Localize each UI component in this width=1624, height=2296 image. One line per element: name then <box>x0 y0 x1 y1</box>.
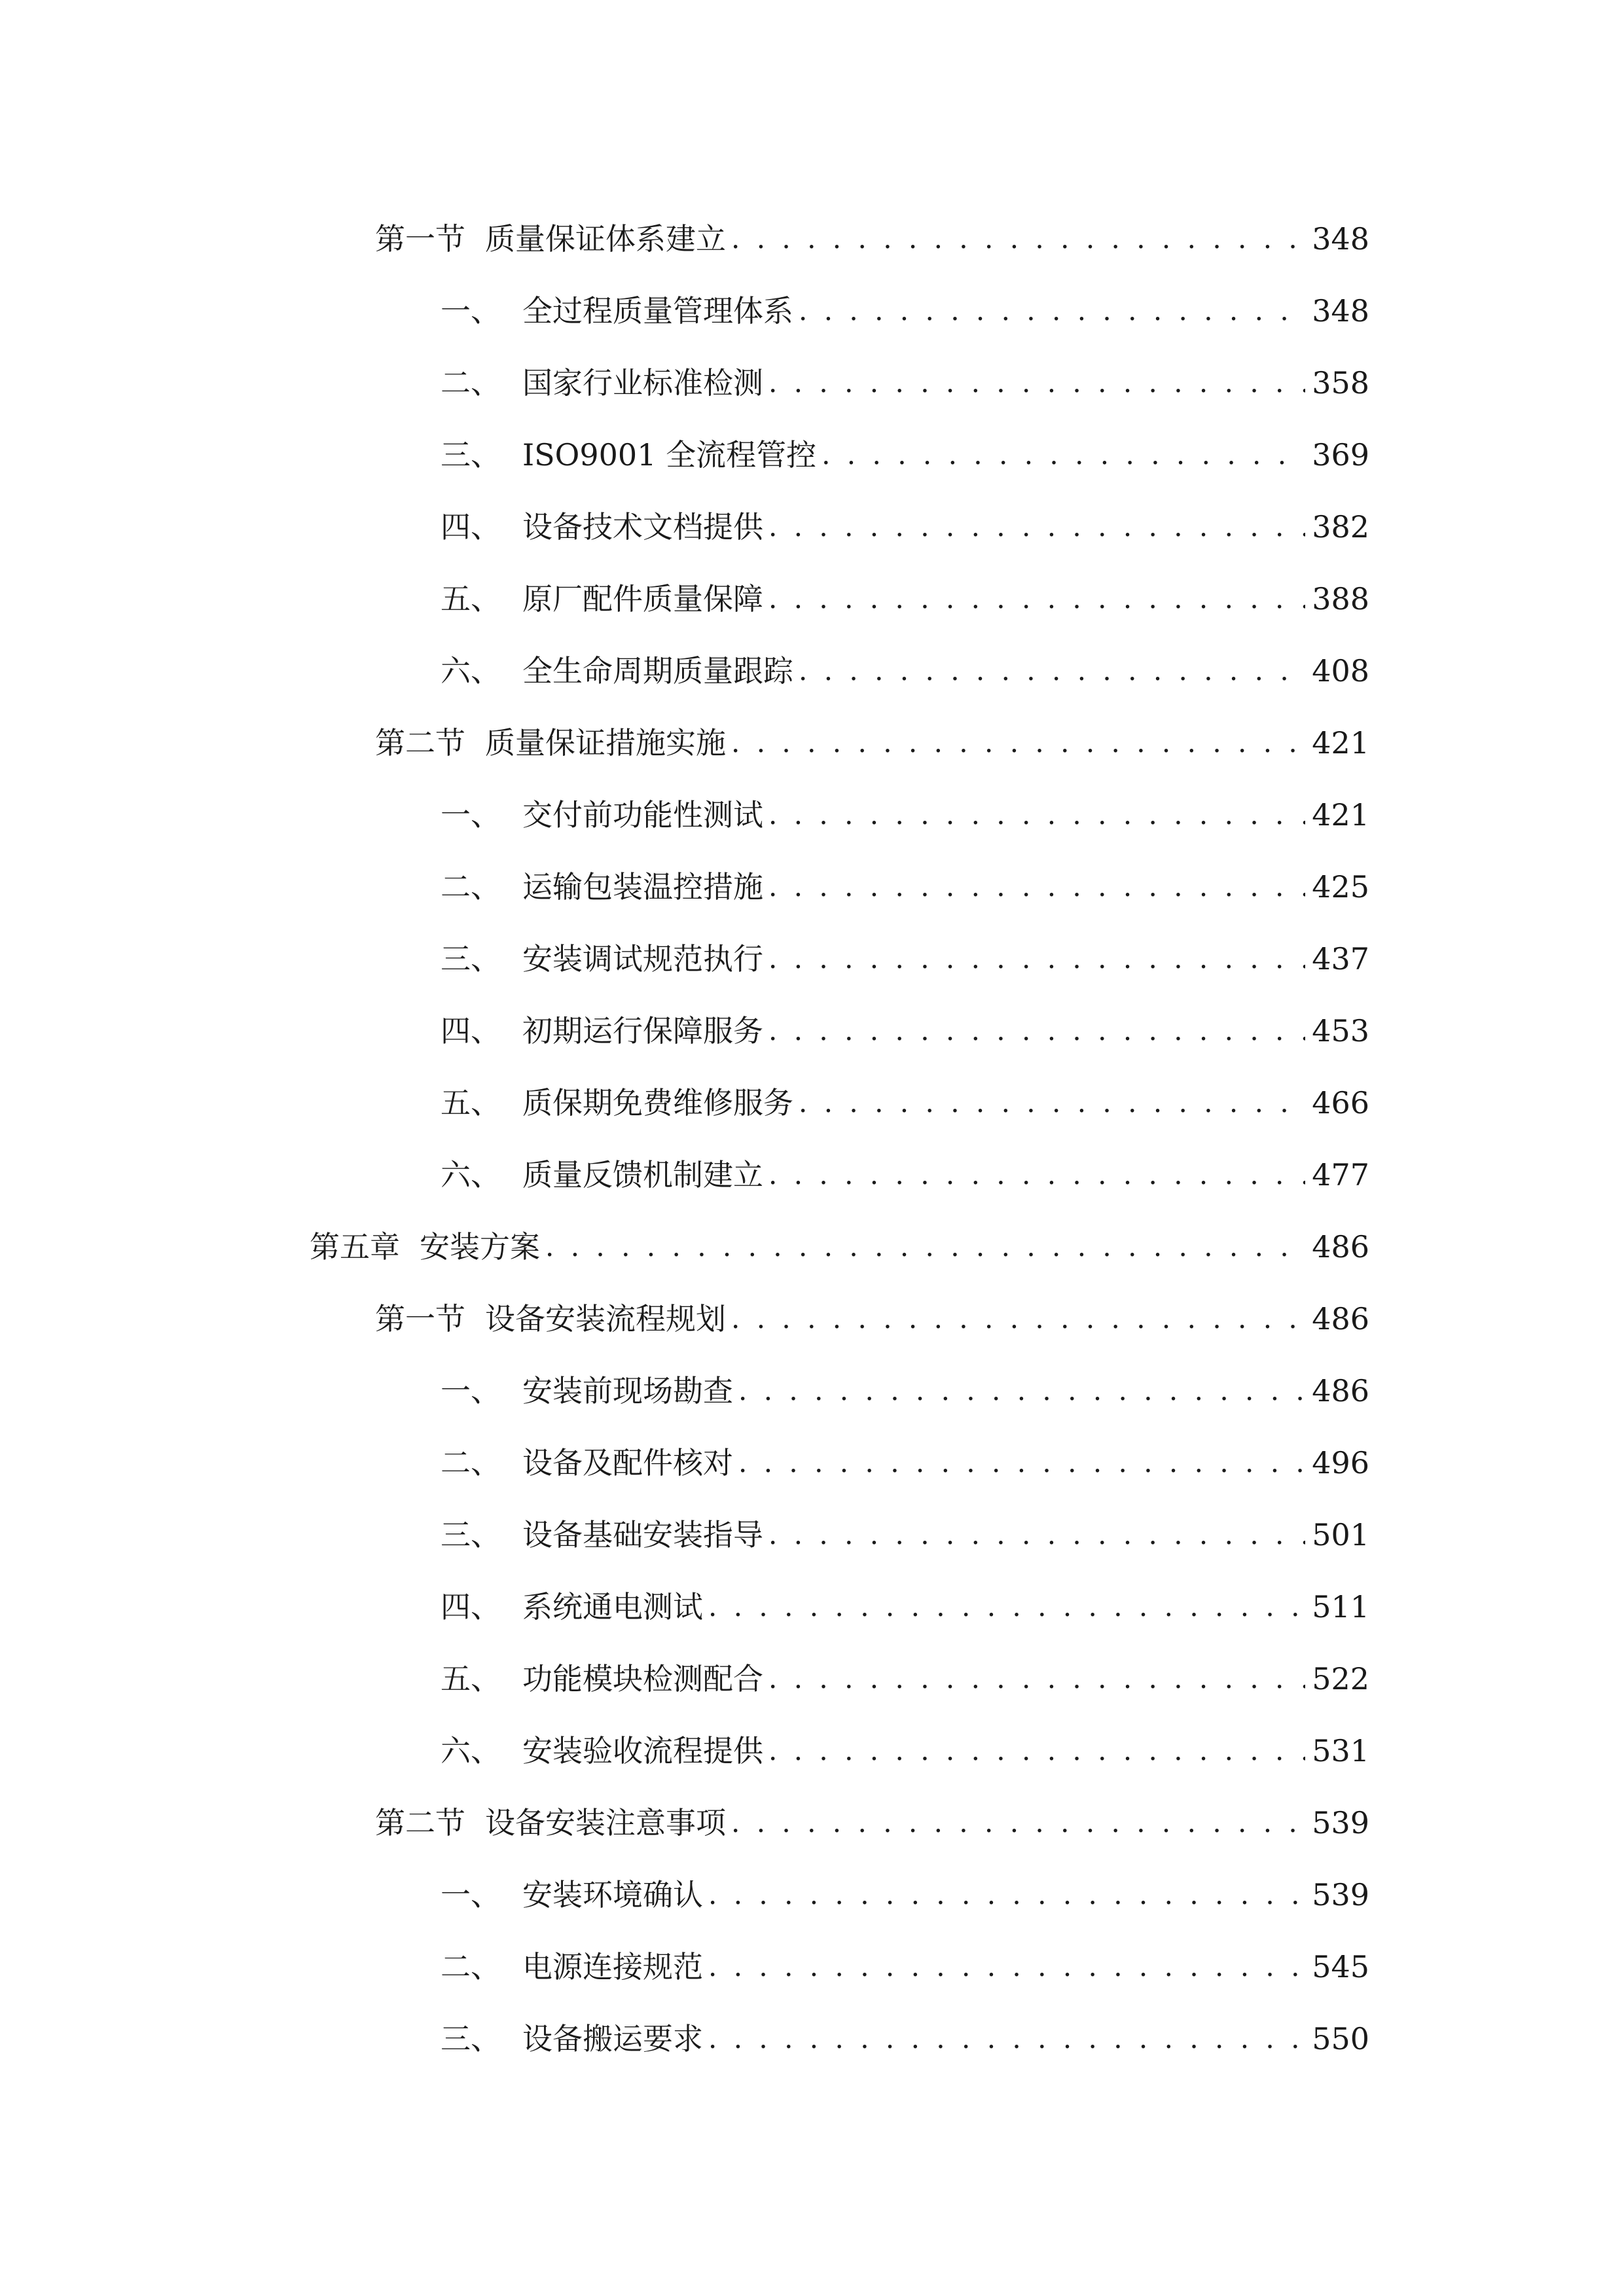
toc-entry[interactable] <box>0 1715 1624 1787</box>
toc-entry-page: 545 <box>1312 1949 1369 1984</box>
toc-entry-page: 348 <box>1312 293 1369 329</box>
toc-entry-number: 第一节 <box>375 1301 465 1336</box>
toc-entry[interactable] <box>0 1427 1624 1499</box>
toc-entry-number: 第一节 <box>375 221 465 257</box>
dot-leader <box>768 363 1305 403</box>
toc-entry-page: 437 <box>1312 941 1369 977</box>
toc-entry-title: 交付前功能性测试 <box>522 797 763 833</box>
toc-entry-page: 466 <box>1312 1085 1369 1121</box>
toc-entry[interactable] <box>0 995 1624 1067</box>
dot-leader <box>731 219 1305 259</box>
toc-entry-page: 421 <box>1312 725 1369 761</box>
toc-entry-number: 第五章 <box>310 1229 400 1265</box>
toc-entry-page: 477 <box>1312 1157 1369 1193</box>
toc-entry-title: 设备搬运要求 <box>522 2021 703 2056</box>
toc-entry[interactable] <box>0 1067 1624 1139</box>
dot-leader <box>545 1227 1305 1266</box>
dot-leader <box>738 1443 1305 1482</box>
dot-leader <box>768 1011 1305 1050</box>
dot-leader <box>768 1731 1305 1770</box>
toc-entry-page: 358 <box>1312 365 1369 401</box>
toc-entry-title: 设备及配件核对 <box>522 1445 733 1480</box>
toc-entry-title: 质量保证体系建立 <box>485 221 726 257</box>
dot-leader <box>768 795 1305 834</box>
toc-entry[interactable] <box>0 1787 1624 1859</box>
toc-entry-number: 五、 <box>441 1661 501 1696</box>
dot-leader <box>768 939 1305 978</box>
toc-entry-title: 功能模块检测配合 <box>522 1661 763 1696</box>
toc-entry-number: 五、 <box>441 1085 501 1121</box>
toc-entry-page: 369 <box>1312 437 1369 473</box>
toc-entry-number: 四、 <box>441 1013 501 1049</box>
toc-entry-number: 四、 <box>441 509 501 545</box>
toc-entry-page: 453 <box>1312 1013 1369 1049</box>
toc-entry-title: 设备技术文档提供 <box>522 509 763 545</box>
toc-entry[interactable] <box>0 1211 1624 1283</box>
dot-leader <box>821 435 1305 475</box>
toc-entry[interactable] <box>0 347 1624 419</box>
dot-leader <box>768 1515 1305 1554</box>
toc-entry-title: 安装前现场勘查 <box>522 1373 733 1408</box>
toc-entry-page: 511 <box>1312 1589 1369 1624</box>
toc-entry[interactable] <box>0 635 1624 707</box>
toc-entry-page: 486 <box>1312 1301 1369 1336</box>
toc-entry-number: 二、 <box>441 1445 501 1480</box>
toc-entry-number: 三、 <box>441 2021 501 2056</box>
toc-entry-number: 三、 <box>441 1517 501 1552</box>
toc-entry-page: 501 <box>1312 1517 1369 1552</box>
dot-leader <box>708 1587 1305 1626</box>
toc-entry[interactable] <box>0 203 1624 275</box>
toc-entry-number: 一、 <box>441 1373 501 1408</box>
toc-entry-title: 全生命周期质量跟踪 <box>522 653 793 689</box>
toc-entry-number: 一、 <box>441 1877 501 1912</box>
toc-entry-title: 国家行业标准检测 <box>522 365 763 401</box>
toc-entry[interactable] <box>0 923 1624 995</box>
dot-leader <box>731 1803 1305 1842</box>
toc-entry-number: 三、 <box>441 941 501 977</box>
toc-entry[interactable] <box>0 851 1624 923</box>
toc-entry-page: 539 <box>1312 1805 1369 1840</box>
toc-entry[interactable] <box>0 419 1624 491</box>
toc-entry-number: 六、 <box>441 1733 501 1768</box>
toc-entry[interactable] <box>0 1859 1624 1931</box>
toc-entry-page: 382 <box>1312 509 1369 545</box>
toc-entry[interactable] <box>0 779 1624 851</box>
dot-leader <box>731 1299 1305 1338</box>
toc-entry-page: 408 <box>1312 653 1369 689</box>
toc-entry-number: 六、 <box>441 653 501 689</box>
toc-entry-title: 设备安装注意事项 <box>485 1805 726 1840</box>
toc-entry-title: 安装环境确认 <box>522 1877 703 1912</box>
toc-entry-number: 四、 <box>441 1589 501 1624</box>
toc-entry-title: 初期运行保障服务 <box>522 1013 763 1049</box>
dot-leader <box>799 291 1305 331</box>
toc-entry-title: 原厂配件质量保障 <box>522 581 763 617</box>
toc-entry-number: 二、 <box>441 1949 501 1984</box>
toc-entry-number: 第二节 <box>375 1805 465 1840</box>
toc-entry[interactable] <box>0 563 1624 635</box>
toc-entry[interactable] <box>0 491 1624 563</box>
toc-entry-page: 388 <box>1312 581 1369 617</box>
toc-entry-title: 质量反馈机制建立 <box>522 1157 763 1193</box>
dot-leader <box>731 723 1305 762</box>
toc-entry[interactable] <box>0 1571 1624 1643</box>
toc-entry-page: 550 <box>1312 2021 1369 2056</box>
toc-entry-title: 质量保证措施实施 <box>485 725 726 761</box>
toc-entry-number: 一、 <box>441 293 501 329</box>
dot-leader <box>768 867 1305 906</box>
toc-entry-page: 522 <box>1312 1661 1369 1696</box>
toc-entry-page: 486 <box>1312 1373 1369 1408</box>
toc-entry[interactable] <box>0 1499 1624 1571</box>
dot-leader <box>768 579 1305 619</box>
toc-entry-title: 安装调试规范执行 <box>522 941 763 977</box>
toc-entry[interactable] <box>0 1283 1624 1355</box>
toc-entry-title: 质保期免费维修服务 <box>522 1085 793 1121</box>
dot-leader <box>708 1947 1305 1986</box>
toc-entry-page: 496 <box>1312 1445 1369 1480</box>
dot-leader <box>738 1371 1305 1410</box>
toc-entry-page: 421 <box>1312 797 1369 833</box>
dot-leader <box>768 507 1305 547</box>
toc-entry-number: 六、 <box>441 1157 501 1193</box>
toc-entry-number: 三、 <box>441 437 501 473</box>
dot-leader <box>708 2019 1305 2058</box>
table-of-contents <box>0 203 1624 2075</box>
dot-leader <box>799 651 1305 691</box>
toc-entry[interactable] <box>0 1139 1624 1211</box>
toc-entry-number: 二、 <box>441 365 501 401</box>
toc-entry-page: 531 <box>1312 1733 1369 1768</box>
toc-entry-number: 二、 <box>441 869 501 905</box>
toc-entry-number: 五、 <box>441 581 501 617</box>
toc-entry-number: 一、 <box>441 797 501 833</box>
toc-entry-title: 安装验收流程提供 <box>522 1733 763 1768</box>
toc-entry[interactable] <box>0 1355 1624 1427</box>
toc-entry-page: 486 <box>1312 1229 1369 1265</box>
toc-entry[interactable] <box>0 1931 1624 2003</box>
dot-leader <box>768 1659 1305 1698</box>
dot-leader <box>708 1875 1305 1914</box>
dot-leader <box>768 1155 1305 1194</box>
toc-entry-title: 电源连接规范 <box>522 1949 703 1984</box>
toc-entry-title: 安装方案 <box>420 1229 540 1265</box>
toc-entry-page: 425 <box>1312 869 1369 905</box>
toc-entry-title: ISO9001 全流程管控 <box>522 437 817 473</box>
toc-entry-page: 539 <box>1312 1877 1369 1912</box>
toc-entry-title: 全过程质量管理体系 <box>522 293 793 329</box>
toc-entry[interactable] <box>0 2003 1624 2075</box>
toc-entry[interactable] <box>0 707 1624 779</box>
toc-entry-title: 运输包装温控措施 <box>522 869 763 905</box>
toc-entry-number: 第二节 <box>375 725 465 761</box>
toc-entry-page: 348 <box>1312 221 1369 257</box>
toc-entry-title: 设备基础安装指导 <box>522 1517 763 1552</box>
toc-entry-title: 系统通电测试 <box>522 1589 703 1624</box>
toc-entry[interactable] <box>0 1643 1624 1715</box>
dot-leader <box>799 1083 1305 1122</box>
toc-entry-title: 设备安装流程规划 <box>485 1301 726 1336</box>
toc-entry[interactable] <box>0 275 1624 347</box>
